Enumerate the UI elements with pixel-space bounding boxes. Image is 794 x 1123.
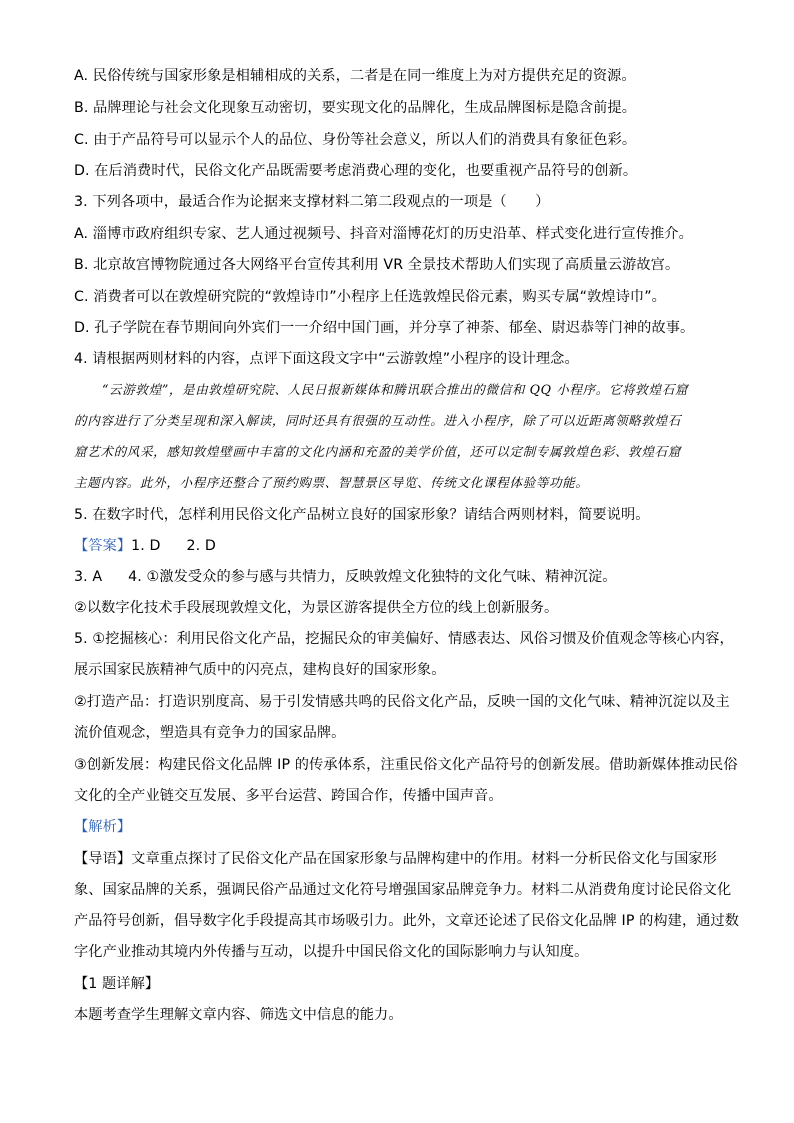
analysis-label: 【解析】: [74, 819, 132, 835]
answer-5-line: 流价值观念，塑造具有竞争力的国家品牌。: [74, 725, 346, 741]
answer-5-line: ③创新发展：构建民俗文化品牌 IP 的传承体系，注重民俗文化产品符号的创新发展。借助新媒体推动民俗: [74, 757, 738, 773]
q4-stem: 4. 请根据两则材料的内容，点评下面这段文字中“云游敦煌”小程序的设计理念。: [74, 351, 579, 367]
q3-option-a: A. 淄博市政府组织专家、艺人通过视频号、抖音对淄博花灯的历史沿革、样式变化进行宣传推介。: [74, 226, 693, 242]
answer-5-line: 5. ①挖掘核心：利用民俗文化产品，挖掘民众的审美偏好、情感表达、风俗习惯及价值观念等核心内容，: [74, 631, 734, 647]
q1-detail-text: 本题考查学生理解文章内容、筛选文中信息的能力。: [74, 1007, 403, 1023]
q4-passage-line: “云游敦煌”，是由敦煌研究院、人民日报新媒体和腾讯联合推出的微信和 QQ 小程序。它将敦煌石窟: [102, 382, 689, 397]
answer-2: 2. D: [186, 538, 216, 554]
q1-detail-label: 【1 题详解】: [74, 976, 160, 992]
answer-3: 3. A: [74, 569, 103, 585]
answer-line-2: [74, 567, 617, 587]
q4-passage-line: 主题内容。此外，小程序还整合了预约购票、智慧景区导览、传统文化课程体验等功能。: [74, 475, 589, 490]
q3-option-b: B. 北京故宫博物院通过各大网络平台宣传其利用 VR 全景技术帮助人们实现了高质量云游故宫。: [74, 257, 680, 273]
q5-stem: 5. 在数字时代，怎样利用民俗文化产品树立良好的国家形象？请结合两则材料，简要说明。: [74, 507, 650, 523]
answer-line-1: [74, 536, 216, 556]
q3-stem: 3. 下列各项中，最适合作为论据来支撑材料二第二段观点的一项是（ ）: [74, 194, 550, 210]
q4-passage-line: 的内容进行了分类呈现和深入解读，同时还具有很强的互动性。进入小程序，除了可以近距离领略敦煌石: [74, 413, 681, 428]
answer-4-point-1: 4. ①激发受众的参与感与共情力，反映敦煌文化独特的文化气味、精神沉淀。: [128, 569, 617, 585]
q3-option-c: C. 消费者可以在敦煌研究院的“敦煌诗巾”小程序上任选敦煌民俗元素，购买专属“敦煌诗巾”。: [74, 289, 666, 305]
answer-5-line: ②打造产品：打造识别度高、易于引发情感共鸣的民俗文化产品，反映一国的文化气味、精神沉淀以及主: [74, 694, 730, 710]
q2-option-c: C. 由于产品符号可以显示个人的品位、身份等社会意义，所以人们的消费具有象征色彩。: [74, 132, 637, 148]
q4-passage-line: 窟艺术的风采，感知敦煌壁画中丰富的文化内涵和充盈的美学价值，还可以定制专属敦煌色彩、敦煌石窟: [74, 444, 681, 459]
analysis-intro-line: 【导语】文章重点探讨了民俗文化产品在国家形象与品牌构建中的作用。材料一分析民俗文化与国家形: [74, 851, 717, 867]
answer-5-line: 展示国家民族精神气质中的闪亮点，建构良好的国家形象。: [74, 662, 446, 678]
analysis-intro-line: 象、国家品牌的关系，强调民俗产品通过文化符号增强国家品牌竞争力。材料二从消费角度讨论民俗文化: [74, 882, 732, 898]
q2-option-d: D. 在后消费时代，民俗文化产品既需要考虑消费心理的变化，也要重视产品符号的创新。: [74, 163, 638, 179]
q2-option-a: A. 民俗传统与国家形象是相辅相成的关系，二者是在同一维度上为对方提供充足的资源。: [74, 68, 636, 84]
answer-5-line: 文化的全产业链交互发展、多平台运营、跨国合作，传播中国声音。: [74, 788, 503, 804]
analysis-intro-line: 字化产业推动其境内外传播与互动，以提升中国民俗文化的国际影响力与认知度。: [74, 944, 589, 960]
analysis-intro-line: 产品符号创新，倡导数字化手段提高其市场吸引力。此外，文章还论述了民俗文化品牌 IP 的构建，通过数: [74, 913, 740, 929]
answer-4-point-2: ②以数字化技术手段展现敦煌文化，为景区游客提供全方位的线上创新服务。: [74, 600, 559, 616]
q3-option-d: D. 孔子学院在春节期间向外宾们一一介绍中国门画，并分享了神荼、郁垒、尉迟恭等门神的故事。: [74, 320, 695, 336]
answer-label: 【答案】: [74, 538, 132, 554]
q2-option-b: B. 品牌理论与社会文化现象互动密切，要实现文化的品牌化，生成品牌图标是隐含前提。: [74, 100, 636, 116]
answer-1: 1. D: [131, 538, 161, 554]
